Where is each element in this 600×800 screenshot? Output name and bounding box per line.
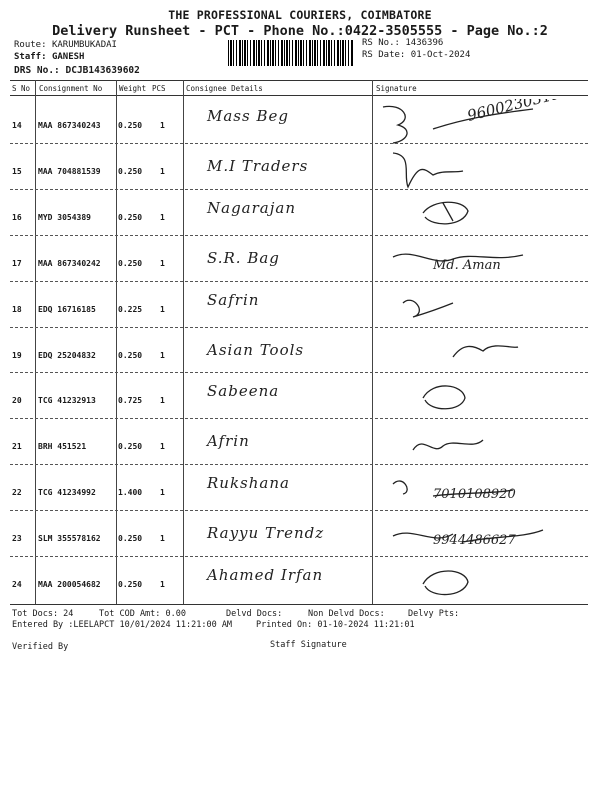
table-row	[10, 237, 588, 282]
row-divider	[10, 235, 588, 236]
row-consignee: Afrin	[207, 432, 250, 451]
row-weight: 0.250	[118, 534, 143, 544]
svg-text:7010108920: 7010108920	[433, 487, 516, 503]
table-row	[10, 466, 588, 511]
row-consignment-no: BRH 451521	[38, 442, 87, 452]
row-sno: 23	[12, 534, 22, 544]
col-header-signature: Signature	[376, 84, 417, 93]
row-divider	[10, 189, 588, 190]
route-value: KARUMBUKADAI	[51, 40, 117, 50]
row-consignment-no: MAA 867340242	[38, 258, 101, 268]
row-weight: 0.250	[118, 121, 143, 130]
rs-date-label: RS Date:	[362, 50, 406, 60]
row-weight: 0.250	[118, 258, 143, 268]
row-divider	[10, 464, 588, 465]
row-pcs: 1	[160, 488, 165, 498]
table-row	[10, 329, 588, 374]
row-consignee: M.I Traders	[207, 156, 309, 175]
row-consignee: Ahamed Irfan	[207, 566, 324, 584]
row-sno: 20	[12, 396, 22, 406]
rs-date-line	[362, 50, 470, 60]
table-row	[10, 283, 588, 328]
row-pcs: 1	[160, 166, 165, 176]
table-row	[10, 99, 588, 144]
svg-text:Md. Aman: Md. Aman	[433, 257, 501, 273]
row-signature	[373, 374, 583, 419]
row-sno: 19	[12, 350, 22, 360]
row-pcs: 1	[160, 212, 165, 222]
row-signature	[373, 558, 583, 603]
table-row	[10, 558, 588, 603]
svg-text:9600230319: 9600230319	[465, 99, 563, 125]
row-divider	[10, 327, 588, 328]
row-signature	[373, 145, 583, 190]
row-weight: 0.725	[118, 396, 143, 406]
drs-value: DCJB143639602	[65, 65, 140, 76]
row-consignee: Nagarajan	[207, 198, 296, 217]
non-delvd-docs: Non Delvd Docs:	[308, 609, 385, 619]
delvy-pts: Delvy Pts:	[408, 609, 460, 619]
entered-by: Entered By :LEELAPCT 10/01/2024 11:21:00 AM	[12, 620, 233, 630]
rs-date-value: 01-Oct-2024	[410, 50, 471, 60]
staff-value: GANESH	[51, 52, 85, 62]
row-divider	[10, 281, 588, 282]
row-signature	[373, 237, 583, 282]
rs-no-line	[362, 38, 443, 48]
company-title: THE PROFESSIONAL COURIERS, COIMBATORE	[168, 8, 432, 22]
staff-line	[14, 52, 84, 62]
row-consignment-no: MAA 867340243	[38, 121, 101, 130]
row-pcs: 1	[160, 580, 165, 589]
row-signature	[373, 466, 583, 511]
row-sno: 22	[12, 488, 22, 498]
row-consignee: S.R. Bag	[207, 248, 280, 267]
barcode	[228, 40, 354, 66]
drs-line	[14, 65, 140, 76]
row-consignment-no: TCG 41232913	[38, 396, 96, 406]
row-consignment-no: TCG 41234992	[38, 488, 96, 498]
table-row	[10, 145, 588, 190]
col-header-consignment: Consignment No	[39, 84, 103, 93]
row-signature	[373, 191, 583, 236]
row-sno: 15	[12, 166, 22, 176]
row-consignee: Mass Beg	[207, 107, 289, 125]
rs-no-label: RS No.:	[362, 38, 400, 48]
row-signature	[373, 512, 583, 557]
row-sno: 17	[12, 258, 22, 268]
table-row	[10, 512, 588, 557]
row-divider	[10, 510, 588, 511]
row-pcs: 1	[160, 304, 165, 314]
table-bottom-border	[10, 604, 588, 605]
row-weight: 0.250	[118, 580, 143, 589]
row-weight: 0.250	[118, 166, 143, 176]
row-consignee: Asian Tools	[207, 340, 305, 359]
table-row	[10, 420, 588, 465]
staff-signature: Staff Signature	[270, 640, 347, 650]
col-header-pcs: PCS	[152, 84, 166, 93]
row-consignee: Rukshana	[207, 474, 290, 493]
row-consignment-no: SLM 355578162	[38, 534, 101, 544]
row-weight: 0.250	[118, 212, 143, 222]
row-consignment-no: EDQ 25204832	[38, 350, 96, 360]
row-divider	[10, 143, 588, 144]
sheet-title: Delivery Runsheet - PCT - Phone No.:0422-3505555 - Page No.:2	[52, 23, 548, 39]
route-label: Route:	[14, 40, 47, 50]
row-signature	[373, 283, 583, 328]
row-divider	[10, 556, 588, 557]
tot-cod: Tot COD Amt: 0.00	[99, 609, 186, 619]
col-header-weight: Weight	[119, 84, 147, 93]
row-sno: 24	[12, 580, 22, 589]
row-signature	[373, 420, 583, 465]
row-sno: 16	[12, 212, 22, 222]
row-pcs: 1	[160, 396, 165, 406]
staff-label: Staff:	[14, 52, 47, 62]
route-line	[14, 40, 117, 50]
row-signature	[373, 329, 583, 374]
row-consignment-no: MAA 200054682	[38, 580, 101, 589]
row-sno: 18	[12, 304, 22, 314]
printed-on: Printed On: 01-10-2024 11:21:01	[256, 620, 415, 630]
row-sno: 21	[12, 442, 22, 452]
verified-by: Verified By	[12, 642, 69, 652]
table-top-border	[10, 80, 588, 81]
row-pcs: 1	[160, 534, 165, 544]
rs-no-value: 1436396	[405, 38, 444, 48]
table-row	[10, 191, 588, 236]
row-weight: 1.400	[118, 488, 143, 498]
table-row	[10, 374, 588, 419]
delvd-docs: Delvd Docs:	[226, 609, 283, 619]
row-pcs: 1	[160, 442, 165, 452]
row-weight: 0.225	[118, 304, 143, 314]
drs-label: DRS No.:	[14, 65, 60, 76]
row-consignment-no: EDQ 16716185	[38, 304, 96, 314]
table-header-border	[10, 95, 588, 96]
col-header-consignee: Consignee Details	[186, 84, 263, 93]
row-consignee: Rayyu Trendz	[207, 524, 325, 543]
row-divider	[10, 372, 588, 373]
svg-text:9944486627: 9944486627	[433, 533, 516, 549]
row-consignee: Safrin	[207, 290, 260, 309]
row-signature	[373, 99, 583, 144]
row-divider	[10, 418, 588, 419]
row-consignment-no: MAA 704881539	[38, 166, 101, 176]
row-consignee: Sabeena	[207, 382, 280, 401]
col-header-sno: S No	[12, 84, 31, 93]
row-weight: 0.250	[118, 350, 143, 360]
row-weight: 0.250	[118, 442, 143, 452]
row-pcs: 1	[160, 350, 165, 360]
row-sno: 14	[12, 121, 22, 130]
row-pcs: 1	[160, 258, 165, 268]
tot-docs: Tot Docs: 24	[12, 609, 74, 619]
row-consignment-no: MYD 3054389	[38, 212, 91, 222]
row-pcs: 1	[160, 121, 165, 130]
